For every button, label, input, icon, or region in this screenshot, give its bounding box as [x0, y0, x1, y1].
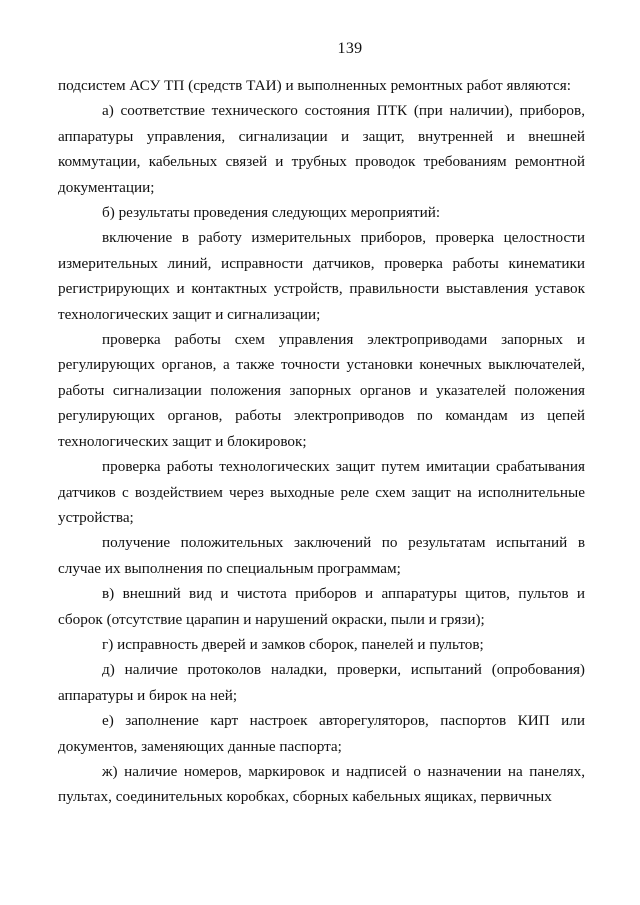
paragraph-item-a: а) соответствие технического состояния ПТК (при наличии), приборов, аппаратуры управления, сигнализации и защит, внутренней и внешней коммутации, кабельных связей и трубных проводок требованиям ремонтной документации;	[58, 102, 585, 196]
paragraph-protection-check: проверка работы технологических защит путем имитации срабатывания датчиков с воздействием через выходные реле схем защит на исполнительные устройства;	[58, 458, 585, 526]
paragraph-test-conclusions: получение положительных заключений по результатам испытаний в случае их выполнения по специальным программам;	[58, 534, 585, 577]
paragraph-item-g: г) исправность дверей и замков сборок, панелей и пультов;	[102, 635, 484, 653]
paragraph-control-circuits: проверка работы схем управления электроприводами запорных и регулирующих органов, а также точности установки конечных выключателей, работы сигнализации положения запорных органов и указателей положения регулирующих органов, работы электроприводов по командам из цепей технологических защит и блокировок;	[58, 331, 585, 450]
page-number: 139	[337, 40, 363, 57]
paragraph-measuring-instruments: включение в работу измерительных приборов, проверка целостности измерительных линий, исправности датчиков, проверка работы кинематики регистрирующих и контактных устройств, правильности выставления уставок технологических защит и сигнализации;	[58, 229, 585, 323]
paragraph-item-e: е) заполнение карт настроек авторегуляторов, паспортов КИП или документов, заменяющих данные паспорта;	[58, 712, 585, 755]
page-body	[58, 73, 585, 810]
paragraph-item-v: в) внешний вид и чистота приборов и аппаратуры щитов, пультов и сборок (отсутствие царапин и нарушений окраски, пыли и грязи);	[58, 585, 585, 628]
paragraph-intro: подсистем АСУ ТП (средств ТАИ) и выполненных ремонтных работ являются:	[58, 77, 571, 94]
paragraph-item-b: б) результаты проведения следующих мероприятий:	[102, 204, 441, 222]
paragraph-item-d: д) наличие протоколов наладки, проверки, испытаний (опробования) аппаратуры и бирок на ней;	[58, 661, 585, 704]
paragraph-item-zh: ж) наличие номеров, маркировок и надписей о назначении на панелях, пультах, соединительных коробках, сборных кабельных ящиках, первичных	[58, 762, 585, 806]
